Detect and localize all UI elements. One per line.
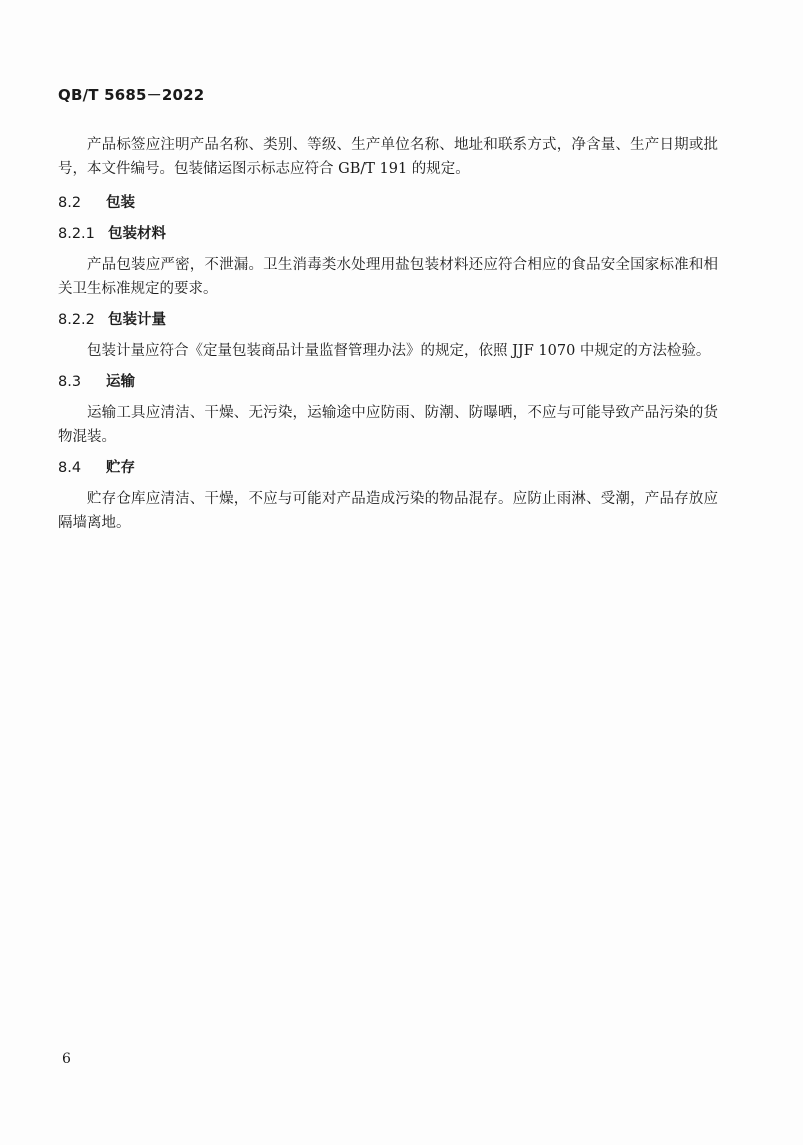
section-number: 8.3	[58, 374, 82, 390]
section-8-3-paragraph: 运输工具应清洁、干燥、无污染，运输途中应防雨、防潮、防曝晒，不应与可能导致产品污染的货物混装。	[58, 405, 718, 445]
standard-code-header: QB/T 5685－2022	[58, 86, 205, 104]
section-number: 8.2.1	[58, 226, 95, 242]
section-title: 包装计量	[108, 312, 166, 328]
intro-paragraph: 产品标签应注明产品名称、类别、等级、生产单位名称、地址和联系方式，净含量、生产日期或批号，本文件编号。包装储运图示标志应符合 GB/T 191 的规定。	[58, 137, 718, 177]
section-title: 贮存	[106, 460, 135, 476]
section-number: 8.4	[58, 460, 82, 476]
section-number: 8.2	[58, 195, 82, 211]
section-8-2-1-paragraph: 产品包装应严密，不泄漏。卫生消毒类水处理用盐包装材料还应符合相应的食品安全国家标准和相关卫生标准规定的要求。	[58, 257, 718, 297]
section-8-3-heading	[58, 370, 718, 394]
page-number: 6	[62, 1051, 71, 1067]
section-title: 包装材料	[108, 226, 166, 242]
section-8-2-1-heading	[58, 222, 718, 246]
document-body	[58, 133, 718, 535]
section-8-4-paragraph: 贮存仓库应清洁、干燥，不应与可能对产品造成污染的物品混存。应防止雨淋、受潮，产品存放应隔墙离地。	[58, 491, 718, 531]
section-8-2-2-paragraph: 包装计量应符合《定量包装商品计量监督管理办法》的规定，依照 JJF 1070 中规定的方法检验。	[87, 343, 711, 359]
section-8-4-heading	[58, 456, 718, 480]
section-title: 包装	[106, 195, 135, 211]
section-8-2-2-heading	[58, 308, 718, 332]
section-title: 运输	[106, 374, 135, 390]
section-8-2-heading	[58, 191, 718, 215]
section-number: 8.2.2	[58, 312, 95, 328]
